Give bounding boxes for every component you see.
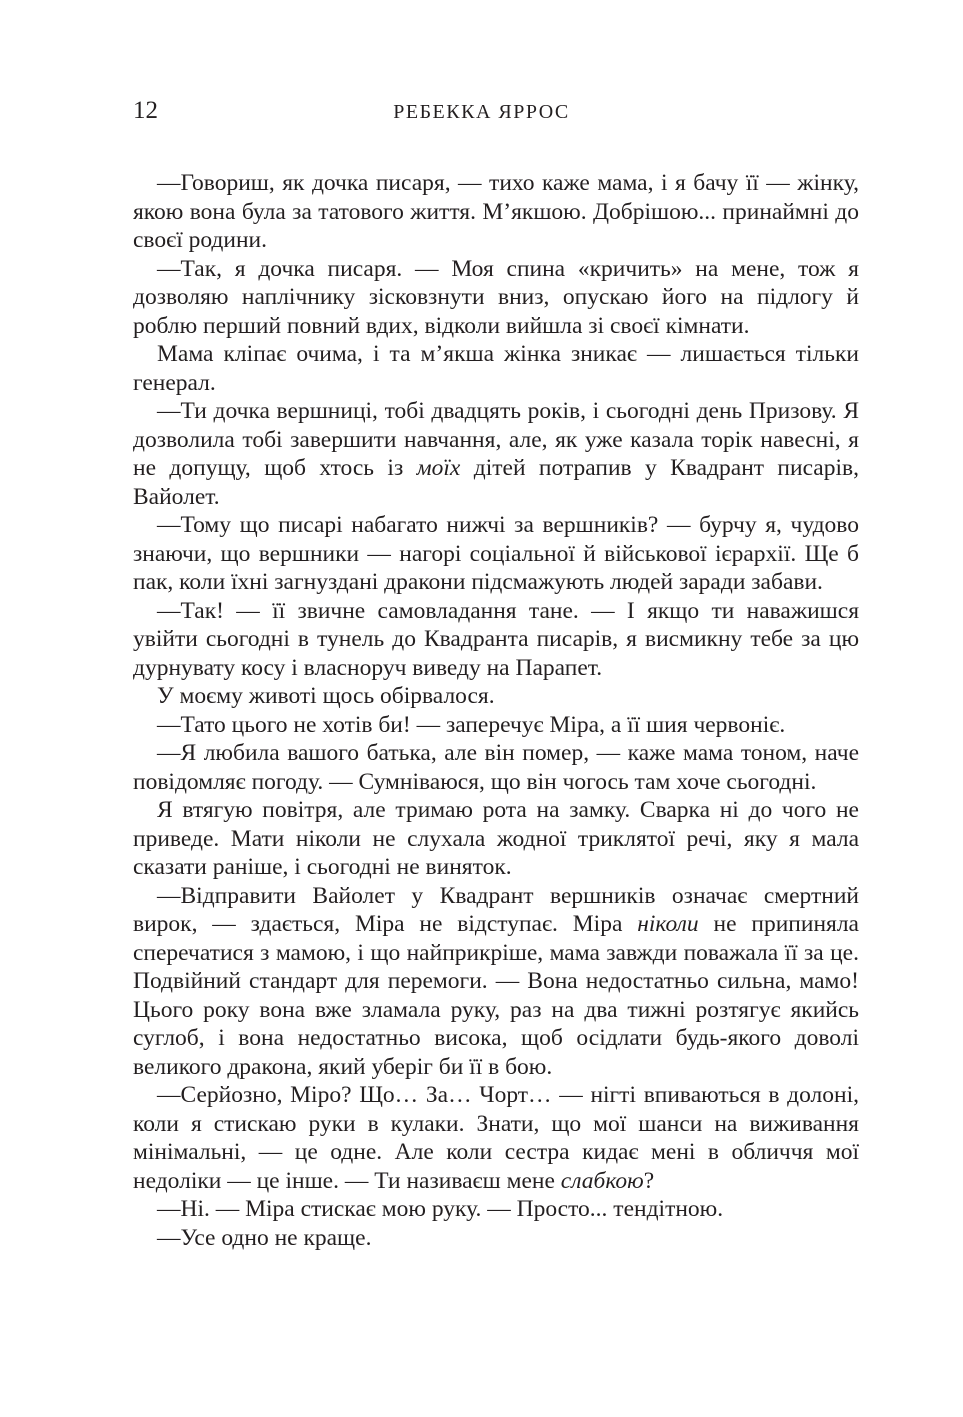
paragraph [133,1195,859,1224]
paragraph [133,255,859,341]
paragraph [133,796,859,882]
paragraph-text: —Говориш, як дочка писаря, — тихо каже мама, і я бачу її — жінку, якою вона була за татового життя. М’якшою. Добрішою... принаймні до своєї родини. [133,170,859,253]
paragraph [133,169,859,255]
paragraph-text: ? [643,1167,655,1194]
paragraph [133,597,859,683]
paragraph-text: —Тато цього не хотів би! — заперечує Міра, а її шия червоніє. [157,711,786,738]
paragraph-text: У моєму животі щось обірвалося. [157,683,495,709]
paragraph-text: Я втягую повітря, але тримаю рота на замку. Сварка ні до чого не приведе. Мати ніколи не слухала жодної триклятої речі, яку я мала сказати раніше, і сьогодні не виняток. [133,797,859,880]
paragraph [133,340,859,397]
running-header: РЕБЕККА ЯРРОС [393,101,570,123]
paragraph [133,511,859,597]
paragraph [133,711,859,740]
paragraph-text: —Я любила вашого батька, але він помер, — каже мама тоном, наче повідомляє погоду. — Сумніваюся, що він чогось там хоче сьогодні. [133,740,859,795]
body-text [133,169,859,1252]
italic-emphasis: моїх [416,455,461,481]
paragraph-text: —Ні. — Міра стискає мою руку. — Просто... тендітною. [157,1196,724,1222]
paragraph-text: —Так! — її звичне самовладання тане. — І якщо ти наважишся увійти сьогодні в тунель до Квадранта писарів, я висмикну тебе за цю дурнувату косу і власноруч виведу на Парапет. [133,597,859,681]
paragraph [133,397,859,511]
paragraph-text: Мама кліпає очима, і та м’якша жінка зникає — лишається тільки генерал. [133,341,859,396]
paragraph [133,1081,859,1195]
paragraph [133,739,859,796]
page-number: 12 [133,97,158,124]
paragraph [133,882,859,1082]
paragraph-text: —Ти дочка вершниці, тобі двадцять років, і сьогодні день Призову. Я дозволила тобі завершити навчання, але, як уже казала торік навесні, я не допущу, щоб хтось із [133,398,859,481]
paragraph [133,1224,859,1253]
paragraph-text: —Так, я дочка писаря. — Моя спина «кричить» на мене, тож я дозволяю наплічнику зісковзнути вниз, опускаю його на підлогу й роблю перший повний вдих, відколи вийшла зі своєї кімнати. [133,255,859,339]
paragraph-text: —Усе одно не краще. [157,1224,372,1251]
paragraph-text: —Серйозно, Міро? Що… За… Чорт… — нігті впиваються в долоні, коли я стискаю руки в кулаки. Знати, що мої шанси на виживання мінімальні, — це одне. Але коли сестра кидає мені в обличчя мої недоліки — це інше. — Ти називаєш мене [133,1082,859,1194]
paragraph [133,682,859,711]
italic-emphasis: ніколи [637,911,699,937]
paragraph-text: —Тому що писарі набагато нижчі за вершників? — бурчу я, чудово знаючи, що вершники — нагорі соціальної й військової ієрархії. Ще б пак, коли їхні загнуздані дракони підсмажують людей заради забави. [133,512,859,595]
paragraph-text: дітей потрапив у Квадрант писарів, Вайолет. [133,455,859,510]
paragraph-text: не припиняла сперечатися з мамою, і що найприкріше, мама завжди поважала її за це. Подвійний стандарт для перемоги. — Вона недостатньо сильна, мамо! Цього року вона вже зламала руку, раз на два тижні розтягує якийсь суглоб, і вона недостатньо висока, щоб осідлати будь-якого доволі великого дракона, який уберіг би її в бою. [133,911,859,1080]
italic-emphasis: слабкою [560,1167,644,1194]
paragraph-text: —Відправити Вайолет у Квадрант вершників означає смертний вирок, — здається, Міра не відступає. Міра [133,882,859,937]
